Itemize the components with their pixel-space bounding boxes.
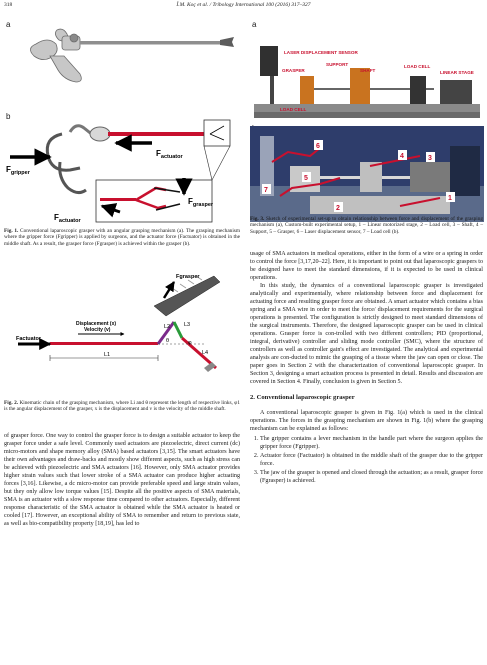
label-support: SUPPORT bbox=[326, 62, 349, 67]
figure-3-caption bbox=[250, 216, 483, 235]
photo-num-6: 6 bbox=[316, 143, 320, 150]
svg-text:Factuator bbox=[54, 213, 81, 224]
fig2-phi: φ bbox=[188, 340, 192, 346]
section-2-title: 2. Conventional laparoscopic grasper bbox=[250, 394, 355, 401]
label-grasper: GRASPER bbox=[282, 68, 305, 73]
f-gripper-label: F bbox=[6, 165, 11, 174]
grasper-shaft bbox=[80, 41, 220, 45]
label-laser-sensor: LASER DISPLACEMENT SENSOR bbox=[284, 50, 358, 55]
fig2-l3: L3 bbox=[184, 322, 191, 328]
right-column-text bbox=[250, 250, 483, 486]
fig1-caption-text: Conventional laparoscopic grasper with an angular grasping mechanism (a). The grasping mechanism where the gripper force (Fgripper) is applied by surgeons, and the actuator force (Factuator) is obtained in the middle shaft. As a result, the grasper force (Fgrasper) is achieved within the grasper (b). bbox=[4, 228, 240, 247]
grasper-tip bbox=[220, 37, 234, 47]
right-paragraph-1: usage of SMA actuators in medical operations, either in the form of a wire or a spring in order to control the force [3,17,20–22]. Here, it is important to point out that laparoscopic graspers to be designed have to meet the standard dimensions, if it is expected to be used in clinical operations. bbox=[250, 251, 483, 281]
grasper-handle bbox=[30, 29, 81, 82]
photo-num-7: 7 bbox=[264, 187, 268, 194]
f-gripper-sub: gripper bbox=[10, 170, 30, 176]
figure-2-caption bbox=[4, 400, 240, 413]
figure-3 bbox=[250, 14, 484, 214]
svg-text:Factuator bbox=[156, 149, 183, 160]
f-actuator-label-2: F bbox=[54, 213, 59, 222]
figure-1 bbox=[4, 14, 240, 224]
left-column-text bbox=[4, 432, 240, 528]
fig2-theta: θ bbox=[166, 338, 170, 344]
f-grasper-label: F bbox=[188, 197, 193, 206]
experimental-setup-photo bbox=[250, 126, 484, 222]
f-actuator-sub-2: actuator bbox=[58, 218, 81, 224]
photo-num-1: 1 bbox=[448, 195, 452, 202]
page-number: 318 bbox=[4, 2, 13, 8]
fig2-displacement: Displacement (x) bbox=[76, 321, 117, 327]
f-actuator-label: F bbox=[156, 149, 161, 158]
figure-1-caption bbox=[4, 228, 240, 247]
page-header bbox=[0, 2, 487, 12]
mechanism-list bbox=[250, 435, 483, 485]
fig2-l4: L4 bbox=[202, 350, 209, 356]
fig2-velocity: Velocity (v) bbox=[84, 327, 111, 333]
list-item: 1. The gripper contains a lever mechanism in the handle part where the surgeon applies the gripper force (Fgripper). bbox=[260, 435, 483, 451]
f-actuator-sub: actuator bbox=[160, 154, 183, 160]
label-linear-stage: LINEAR STAGE bbox=[440, 70, 474, 75]
photo-num-4: 4 bbox=[400, 153, 404, 160]
photo-num-3: 3 bbox=[428, 155, 432, 162]
experimental-setup-sketch bbox=[250, 28, 484, 122]
grasper-photo bbox=[4, 20, 240, 112]
fig1-panel-a-label: a bbox=[6, 20, 11, 29]
fig2-l1: L1 bbox=[104, 352, 111, 358]
list-item: 2. Actuator force (Factuator) is obtained in the middle shaft of the grasper due to the gripper force. bbox=[260, 452, 483, 468]
right-paragraph-3: A conventional laparoscopic grasper is given in Fig. 1(a) which is used in the clinical operations. The forces in the grasping mechanism are shown in Fig. 1(b) where the grasping mechanism can be explained as follows: bbox=[250, 410, 483, 432]
fig2-caption-label: Fig. 2. bbox=[4, 400, 19, 406]
fig1-caption-label: Fig. 1. bbox=[4, 228, 19, 234]
fig3-caption-label: Fig. 3. bbox=[250, 216, 265, 222]
label-load-cell-bottom: LOAD CELL bbox=[280, 107, 307, 112]
list-item: 3. The jaw of the grasper is opened and closed through the actuation; as a result, grasper force (Fgrasper) is achieved. bbox=[260, 469, 483, 485]
grasping-mechanism-diagram bbox=[4, 112, 240, 224]
right-paragraph-2: In this study, the dynamics of a conventional laparoscopic grasper is investigated analytically and experimentally, where relationship between force and displacement for actuating force and resulting grasper force are obtained. A smart actuator which contains a bias spring and a SMA wire in order to meet the force/ displacement requirements for the surgical operations is presented. The configuration is strictly designed to meet standard dimensions of the surgical instruments. Therefore, the designed laparoscopic grasper can be used in clinical operations. Grasper force is con-trolled with two different controllers; PID (proportional, integral, derivative) controller and sliding mode controller (SMC), where the structure of controllers as well as controller gain's effect are investigated. The analytical and experimental analysis are con-ducted to mimic the grasping of a tissue where the jaw can open or close. The paper goes in Section 2 with the characterization of conventional laparoscopic grasper. In Section 3, designing a smart actuation process is presented in detail. Results and discussion are covered in Section 4. Finally, conclusion is given in Section 5. bbox=[250, 283, 483, 385]
f-grasper-sub: grasper bbox=[192, 202, 214, 208]
fig3-panel-a-label: a bbox=[252, 20, 257, 29]
fig2-f-actuator: Factuator bbox=[16, 336, 42, 342]
photo-num-5: 5 bbox=[304, 175, 308, 182]
label-load-cell-top: LOAD CELL bbox=[404, 64, 431, 69]
fig2-caption-text: Kinematic chain of the grasping mechanism, where Li and θ represent the length of respective links, φ1 is the angular displacement of the grasper, x is the displacement and v is the velocity of the middle shaft. bbox=[4, 400, 240, 413]
fig3-caption-text: Sketch of experimental set-up to obtain relationship between force and displacement of the grasping mechanism (a), Custom-built experimental setup, 1 – Linear motorized stage, 2 – Load cell, 3 – Shaft, 4 – Support, 5 – Grasper, 6 – Laser displacement sensor, 7 – Load cell (b). bbox=[250, 216, 483, 235]
fig2-f-grasper: Fgrasper bbox=[176, 274, 200, 280]
left-paragraph-1: of grasper force. One way to control the grasper force is to design a suitable actuator to keep the grasper force under a safe level. Commonly used actuators are piezoelectric, direct current (dc) micro-motors and shape memory alloy (SMA) based actuators [3,15]. The smart actuators have their own advantages and draw-backs and mostly show different aspects, such as high stress can be achieved with piezoelectric and SMA actuators [16]. However, only SMA actuator provides higher strain values such that lower stroke of a SMA actuator can produce higher actuating forces [3,16]. Likewise, a dc micro-motor can provide preferable speed and large strain values, but they only allow low torque values [15]. Despite all the positive aspects of SMA materials, SMA is an actuator with a slow response time compared to other actuators. Especially, different response characteristic of the SMA actuator is obtained while the SMA actuator is heated or cooled [17]. However, an exceptional ability of SMA to remember and return to previous state, as well as bio-compatibility property [18,19], has led to bbox=[4, 433, 240, 527]
photo-num-2: 2 bbox=[336, 205, 340, 212]
svg-text:Fgripper bbox=[6, 165, 31, 176]
fig2-l2: L2 bbox=[164, 324, 171, 330]
running-title: Î.M. Koç et al. / Tribology International 100 (2016) 317–327 bbox=[176, 2, 311, 8]
fig1-panel-b-label: b bbox=[6, 112, 11, 121]
figure-2-kinematic-chain bbox=[4, 258, 240, 396]
label-shaft: SHAFT bbox=[360, 68, 376, 73]
